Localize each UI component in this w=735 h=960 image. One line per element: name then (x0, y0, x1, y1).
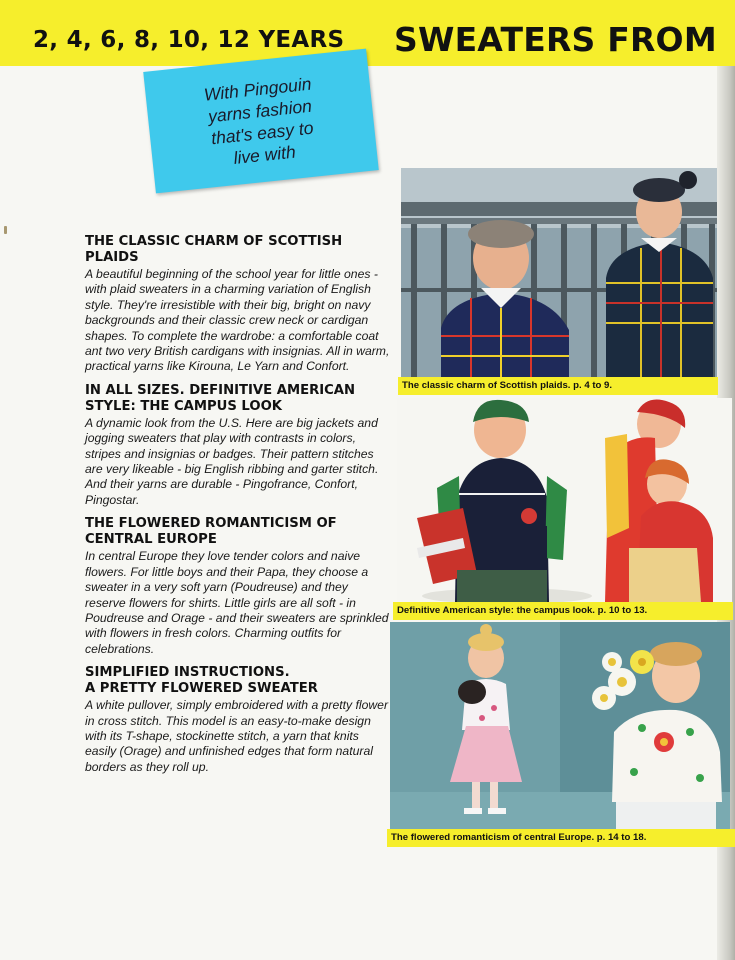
section-body: A dynamic look from the U.S. Here are big jackets and jogging sweaters that play with contrasts in colors, stripes and insignias or badges. Their pattern stitches are very likeable - big English ribbing and garter stitch. And their yarns are durable - Pingofrance, Confort, Pingostar. (85, 415, 379, 507)
callout-text: With Pingouin yarns fashion that's easy to live with (202, 73, 315, 169)
section-campus-look (85, 383, 390, 508)
caption-scottish-plaids: The classic charm of Scottish plaids. p. 4 to 9. (398, 377, 718, 395)
callout-box (143, 49, 379, 194)
section-heading: THE FLOWERED ROMANTICISM OF CENTRAL EUROPE (85, 516, 337, 548)
section-scottish-plaids (85, 234, 390, 375)
section-flowered-sweater (85, 665, 390, 775)
photo-campus-look (397, 398, 732, 602)
photo-campus-look-illustration (397, 398, 732, 602)
photo-scottish-plaids-illustration (401, 168, 717, 377)
caption-campus-look: Definitive American style: the campus look. p. 10 to 13. (393, 602, 733, 620)
section-body: A white pullover, simply embroidered with a pretty flower in cross stitch. This model is an easy-to-make design with its T-shape, stockinette stitch, a yarn that knits easily (Orage) and unfinished edges that form natural borders as they roll up. (85, 698, 389, 774)
photo-central-europe-illustration (390, 622, 730, 829)
header-band (0, 0, 735, 66)
header-title: SWEATERS FROM (394, 20, 717, 59)
section-body: A beautiful beginning of the school year for little ones - with plaid sweaters in a charming variation of English style. They're irresistible with their big, bright on navy backgrounds and their classic crew neck or cardigan shapes. To complete the wardrobe: a comfortable coat ant two very British cardigans with insignias. All in warm, practical yarns like Kirouna, Le Yarn and Confort. (85, 267, 390, 374)
section-body: In central Europe they love tender colors and naive flowers. For little boys and their Papa, they choose a sweater in a very soft yarn (Poudreuse) and they reserve flowers for shirts. Little girls are all soft - in Poudreuse and Orage - and their sweaters are sprinkled with flowers in fresh colors. Charming outfits for celebrations. (85, 549, 389, 656)
article-column (85, 234, 390, 783)
header-ages: 2, 4, 6, 8, 10, 12 YEARS (33, 27, 345, 53)
margin-mark (4, 226, 7, 234)
section-central-europe (85, 516, 390, 657)
section-heading: SIMPLIFIED INSTRUCTIONS. A PRETTY FLOWERED SWEATER (85, 665, 318, 697)
section-heading: THE CLASSIC CHARM OF SCOTTISH PLAIDS (85, 234, 343, 265)
section-heading: IN ALL SIZES. DEFINITIVE AMERICAN STYLE: THE CAMPUS LOOK (85, 382, 356, 414)
caption-central-europe: The flowered romanticism of central Europe. p. 14 to 18. (387, 829, 735, 847)
photo-central-europe (390, 622, 730, 829)
photo-scottish-plaids (401, 168, 717, 377)
